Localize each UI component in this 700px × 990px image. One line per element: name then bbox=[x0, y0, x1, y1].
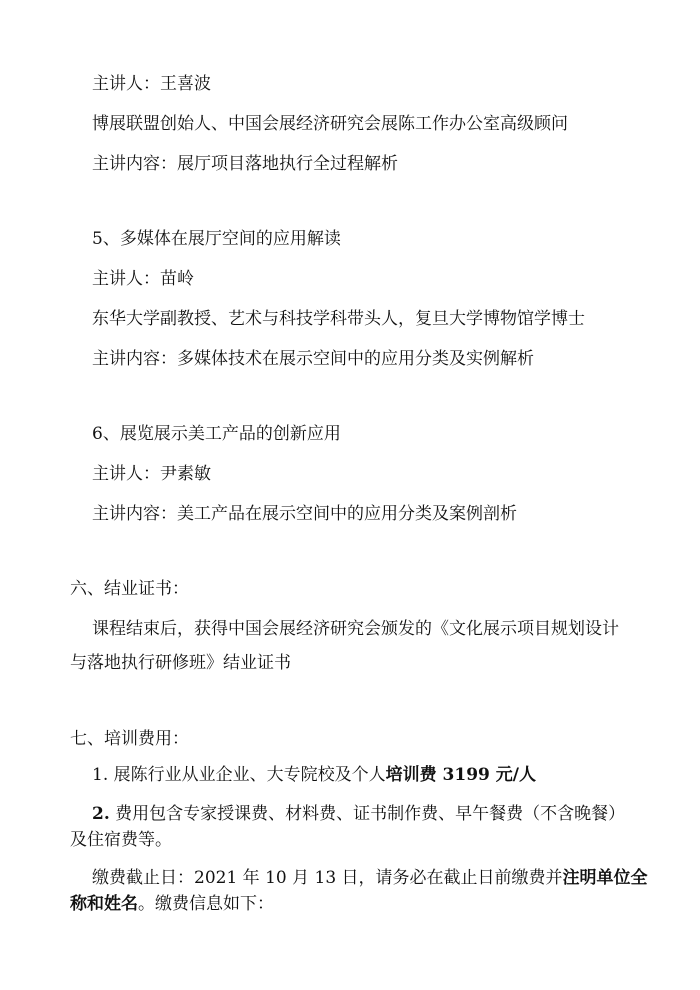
payment-info-intro: 。缴费信息如下： bbox=[138, 894, 274, 914]
payment-deadline-emphasis-2: 称和姓名 bbox=[70, 894, 138, 914]
speaker-4-title: 博展联盟创始人、中国会展经济研究会展陈工作办公室高级顾问 bbox=[92, 114, 568, 134]
certificate-text-line1: 课程结束后，获得中国会展经济研究会颁发的《文化展示项目规划设计 bbox=[92, 619, 619, 639]
fee-item-1-amount: 培训费 3199 元/人 bbox=[385, 765, 536, 785]
fee-item-2-number: 2. bbox=[92, 804, 110, 824]
fee-item-2-line1 bbox=[92, 803, 625, 825]
speaker-5-content: 主讲内容：多媒体技术在展示空间中的应用分类及实例解析 bbox=[92, 349, 534, 369]
certificate-text-line2: 与落地执行研修班》结业证书 bbox=[70, 653, 291, 673]
speaker-5-name: 主讲人：苗岭 bbox=[92, 269, 194, 289]
speaker-4-name: 主讲人：王喜波 bbox=[92, 74, 211, 94]
payment-deadline-line2 bbox=[70, 893, 274, 915]
speaker-6-name: 主讲人：尹素敏 bbox=[92, 464, 211, 484]
fee-item-2-line2: 及住宿费等。 bbox=[70, 830, 172, 850]
speaker-4-content: 主讲内容：展厅项目落地执行全过程解析 bbox=[92, 154, 398, 174]
fee-item-1-text: 1. 展陈行业从业企业、大专院校及个人 bbox=[92, 765, 386, 785]
payment-deadline-emphasis-1: 注明单位全 bbox=[562, 868, 648, 888]
fee-item-1 bbox=[92, 764, 536, 786]
fee-item-2-text: 费用包含专家授课费、材料费、证书制作费、早午餐费（不含晚餐） bbox=[115, 804, 626, 824]
payment-deadline-line1 bbox=[92, 867, 648, 889]
payment-deadline-text: 缴费截止日：2021 年 10 月 13 日，请务必在截止日前缴费并 bbox=[92, 868, 563, 888]
fees-heading: 七、培训费用： bbox=[70, 729, 189, 749]
topic-6-heading: 6、展览展示美工产品的创新应用 bbox=[92, 424, 341, 444]
certificate-heading: 六、结业证书： bbox=[70, 579, 189, 599]
speaker-5-title: 东华大学副教授、艺术与科技学科带头人，复旦大学博物馆学博士 bbox=[92, 309, 585, 329]
topic-5-heading: 5、多媒体在展厅空间的应用解读 bbox=[92, 229, 341, 249]
speaker-6-content: 主讲内容：美工产品在展示空间中的应用分类及案例剖析 bbox=[92, 504, 517, 524]
